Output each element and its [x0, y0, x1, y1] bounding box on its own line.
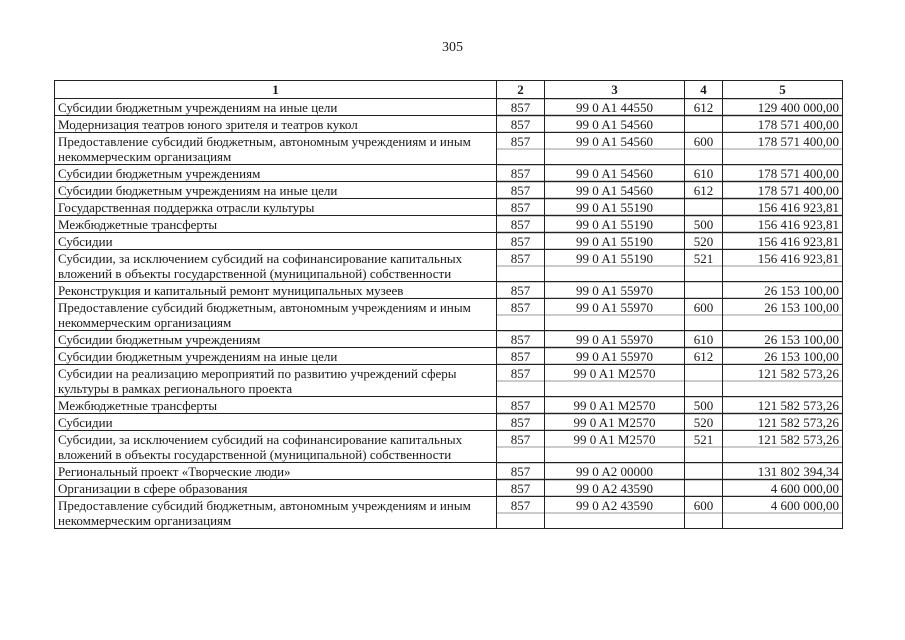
- table-row: [55, 216, 843, 233]
- cell-name: Субсидии бюджетным учреждениям на иные цели: [55, 182, 497, 199]
- table-row: [55, 282, 843, 299]
- cell-name: Субсидии бюджетным учреждениям на иные цели: [55, 99, 497, 116]
- table-row: [55, 199, 843, 216]
- cell-amount: 121 582 573,26: [723, 365, 843, 397]
- cell-name: Региональный проект «Творческие люди»: [55, 463, 497, 480]
- table-row: [55, 331, 843, 348]
- table-row: [55, 497, 843, 529]
- cell-department-code: 857: [497, 414, 545, 431]
- cell-name: Субсидии, за исключением субсидий на софинансирование капитальных вложений в объекты государственной (муниципальной) собственности: [55, 250, 497, 282]
- cell-department-code: 857: [497, 233, 545, 250]
- cell-department-code: 857: [497, 331, 545, 348]
- cell-department-code: 857: [497, 282, 545, 299]
- cell-expense-type: 520: [685, 414, 723, 431]
- table-row: [55, 463, 843, 480]
- cell-name: Предоставление субсидий бюджетным, автономным учреждениям и иным некоммерческим организациям: [55, 133, 497, 165]
- cell-amount: 26 153 100,00: [723, 348, 843, 365]
- cell-target-article: 99 0 A1 55970: [545, 299, 685, 331]
- cell-expense-type: 600: [685, 497, 723, 529]
- cell-target-article: 99 0 A2 43590: [545, 497, 685, 529]
- cell-expense-type: 612: [685, 348, 723, 365]
- cell-department-code: 857: [497, 497, 545, 529]
- cell-target-article: 99 0 A1 55970: [545, 348, 685, 365]
- cell-name: Субсидии: [55, 414, 497, 431]
- cell-target-article: 99 0 A1 55190: [545, 216, 685, 233]
- cell-amount: 131 802 394,34: [723, 463, 843, 480]
- cell-amount: 121 582 573,26: [723, 397, 843, 414]
- cell-target-article: 99 0 A1 55970: [545, 331, 685, 348]
- cell-target-article: 99 0 A1 M2570: [545, 431, 685, 463]
- cell-expense-type: 500: [685, 216, 723, 233]
- cell-expense-type: 612: [685, 182, 723, 199]
- cell-name: Реконструкция и капитальный ремонт муниципальных музеев: [55, 282, 497, 299]
- cell-name: Субсидии: [55, 233, 497, 250]
- header-col-3: 3: [545, 81, 685, 99]
- cell-expense-type: [685, 199, 723, 216]
- header-col-2: 2: [497, 81, 545, 99]
- table-row: [55, 299, 843, 331]
- cell-expense-type: 610: [685, 165, 723, 182]
- page-number: 305: [442, 40, 463, 55]
- cell-department-code: 857: [497, 463, 545, 480]
- header-col-4: 4: [685, 81, 723, 99]
- cell-expense-type: 612: [685, 99, 723, 116]
- cell-expense-type: 610: [685, 331, 723, 348]
- cell-target-article: 99 0 A1 54560: [545, 133, 685, 165]
- cell-name: Субсидии на реализацию мероприятий по развитию учреждений сферы культуры в рамках регионального проекта: [55, 365, 497, 397]
- cell-department-code: 857: [497, 250, 545, 282]
- cell-name: Межбюджетные трансферты: [55, 216, 497, 233]
- cell-amount: 26 153 100,00: [723, 331, 843, 348]
- cell-amount: 121 582 573,26: [723, 414, 843, 431]
- cell-name: Субсидии бюджетным учреждениям: [55, 165, 497, 182]
- cell-amount: 178 571 400,00: [723, 133, 843, 165]
- cell-department-code: 857: [497, 182, 545, 199]
- cell-department-code: 857: [497, 299, 545, 331]
- cell-target-article: 99 0 A1 55970: [545, 282, 685, 299]
- cell-amount: 4 600 000,00: [723, 480, 843, 497]
- cell-amount: 156 416 923,81: [723, 250, 843, 282]
- header-col-5: 5: [723, 81, 843, 99]
- header-row: [55, 81, 843, 99]
- cell-expense-type: [685, 365, 723, 397]
- cell-department-code: 857: [497, 365, 545, 397]
- cell-department-code: 857: [497, 133, 545, 165]
- cell-department-code: 857: [497, 431, 545, 463]
- cell-name: Субсидии бюджетным учреждениям: [55, 331, 497, 348]
- table-row: [55, 165, 843, 182]
- cell-target-article: 99 0 A1 55190: [545, 199, 685, 216]
- cell-expense-type: 600: [685, 299, 723, 331]
- cell-expense-type: [685, 463, 723, 480]
- table-row: [55, 348, 843, 365]
- cell-name: Организации в сфере образования: [55, 480, 497, 497]
- cell-amount: 129 400 000,00: [723, 99, 843, 116]
- table-row: [55, 133, 843, 165]
- table-row: [55, 233, 843, 250]
- table-row: [55, 116, 843, 133]
- cell-department-code: 857: [497, 216, 545, 233]
- table-row: [55, 250, 843, 282]
- table-row: [55, 99, 843, 116]
- cell-target-article: 99 0 A1 54560: [545, 182, 685, 199]
- cell-name: Государственная поддержка отрасли культуры: [55, 199, 497, 216]
- table-row: [55, 414, 843, 431]
- cell-target-article: 99 0 A2 00000: [545, 463, 685, 480]
- cell-department-code: 857: [497, 397, 545, 414]
- cell-name: Предоставление субсидий бюджетным, автономным учреждениям и иным некоммерческим организациям: [55, 299, 497, 331]
- cell-target-article: 99 0 A1 M2570: [545, 365, 685, 397]
- cell-amount: 178 571 400,00: [723, 165, 843, 182]
- cell-target-article: 99 0 A1 54560: [545, 165, 685, 182]
- header-col-1: 1: [55, 81, 497, 99]
- cell-amount: 156 416 923,81: [723, 216, 843, 233]
- cell-department-code: 857: [497, 165, 545, 182]
- cell-expense-type: 521: [685, 250, 723, 282]
- budget-table: [54, 80, 843, 529]
- cell-department-code: 857: [497, 480, 545, 497]
- cell-expense-type: 521: [685, 431, 723, 463]
- cell-amount: 178 571 400,00: [723, 116, 843, 133]
- cell-department-code: 857: [497, 348, 545, 365]
- cell-expense-type: [685, 116, 723, 133]
- table-row: [55, 480, 843, 497]
- cell-name: Межбюджетные трансферты: [55, 397, 497, 414]
- cell-amount: 178 571 400,00: [723, 182, 843, 199]
- cell-target-article: 99 0 A1 44550: [545, 99, 685, 116]
- cell-amount: 4 600 000,00: [723, 497, 843, 529]
- table-row: [55, 431, 843, 463]
- table-row: [55, 365, 843, 397]
- cell-amount: 156 416 923,81: [723, 233, 843, 250]
- cell-expense-type: 500: [685, 397, 723, 414]
- table-header: [55, 81, 843, 99]
- cell-name: Модернизация театров юного зрителя и театров кукол: [55, 116, 497, 133]
- cell-department-code: 857: [497, 199, 545, 216]
- cell-target-article: 99 0 A1 M2570: [545, 414, 685, 431]
- cell-target-article: 99 0 A1 54560: [545, 116, 685, 133]
- cell-expense-type: [685, 282, 723, 299]
- cell-expense-type: 600: [685, 133, 723, 165]
- cell-department-code: 857: [497, 99, 545, 116]
- cell-expense-type: [685, 480, 723, 497]
- cell-target-article: 99 0 A1 55190: [545, 233, 685, 250]
- cell-name: Предоставление субсидий бюджетным, автономным учреждениям и иным некоммерческим организациям: [55, 497, 497, 529]
- cell-amount: 156 416 923,81: [723, 199, 843, 216]
- cell-name: Субсидии, за исключением субсидий на софинансирование капитальных вложений в объекты государственной (муниципальной) собственности: [55, 431, 497, 463]
- cell-department-code: 857: [497, 116, 545, 133]
- cell-amount: 121 582 573,26: [723, 431, 843, 463]
- table-body: [55, 99, 843, 529]
- cell-target-article: 99 0 A2 43590: [545, 480, 685, 497]
- cell-expense-type: 520: [685, 233, 723, 250]
- table-row: [55, 397, 843, 414]
- cell-name: Субсидии бюджетным учреждениям на иные цели: [55, 348, 497, 365]
- cell-amount: 26 153 100,00: [723, 299, 843, 331]
- table-row: [55, 182, 843, 199]
- cell-target-article: 99 0 A1 M2570: [545, 397, 685, 414]
- cell-target-article: 99 0 A1 55190: [545, 250, 685, 282]
- cell-amount: 26 153 100,00: [723, 282, 843, 299]
